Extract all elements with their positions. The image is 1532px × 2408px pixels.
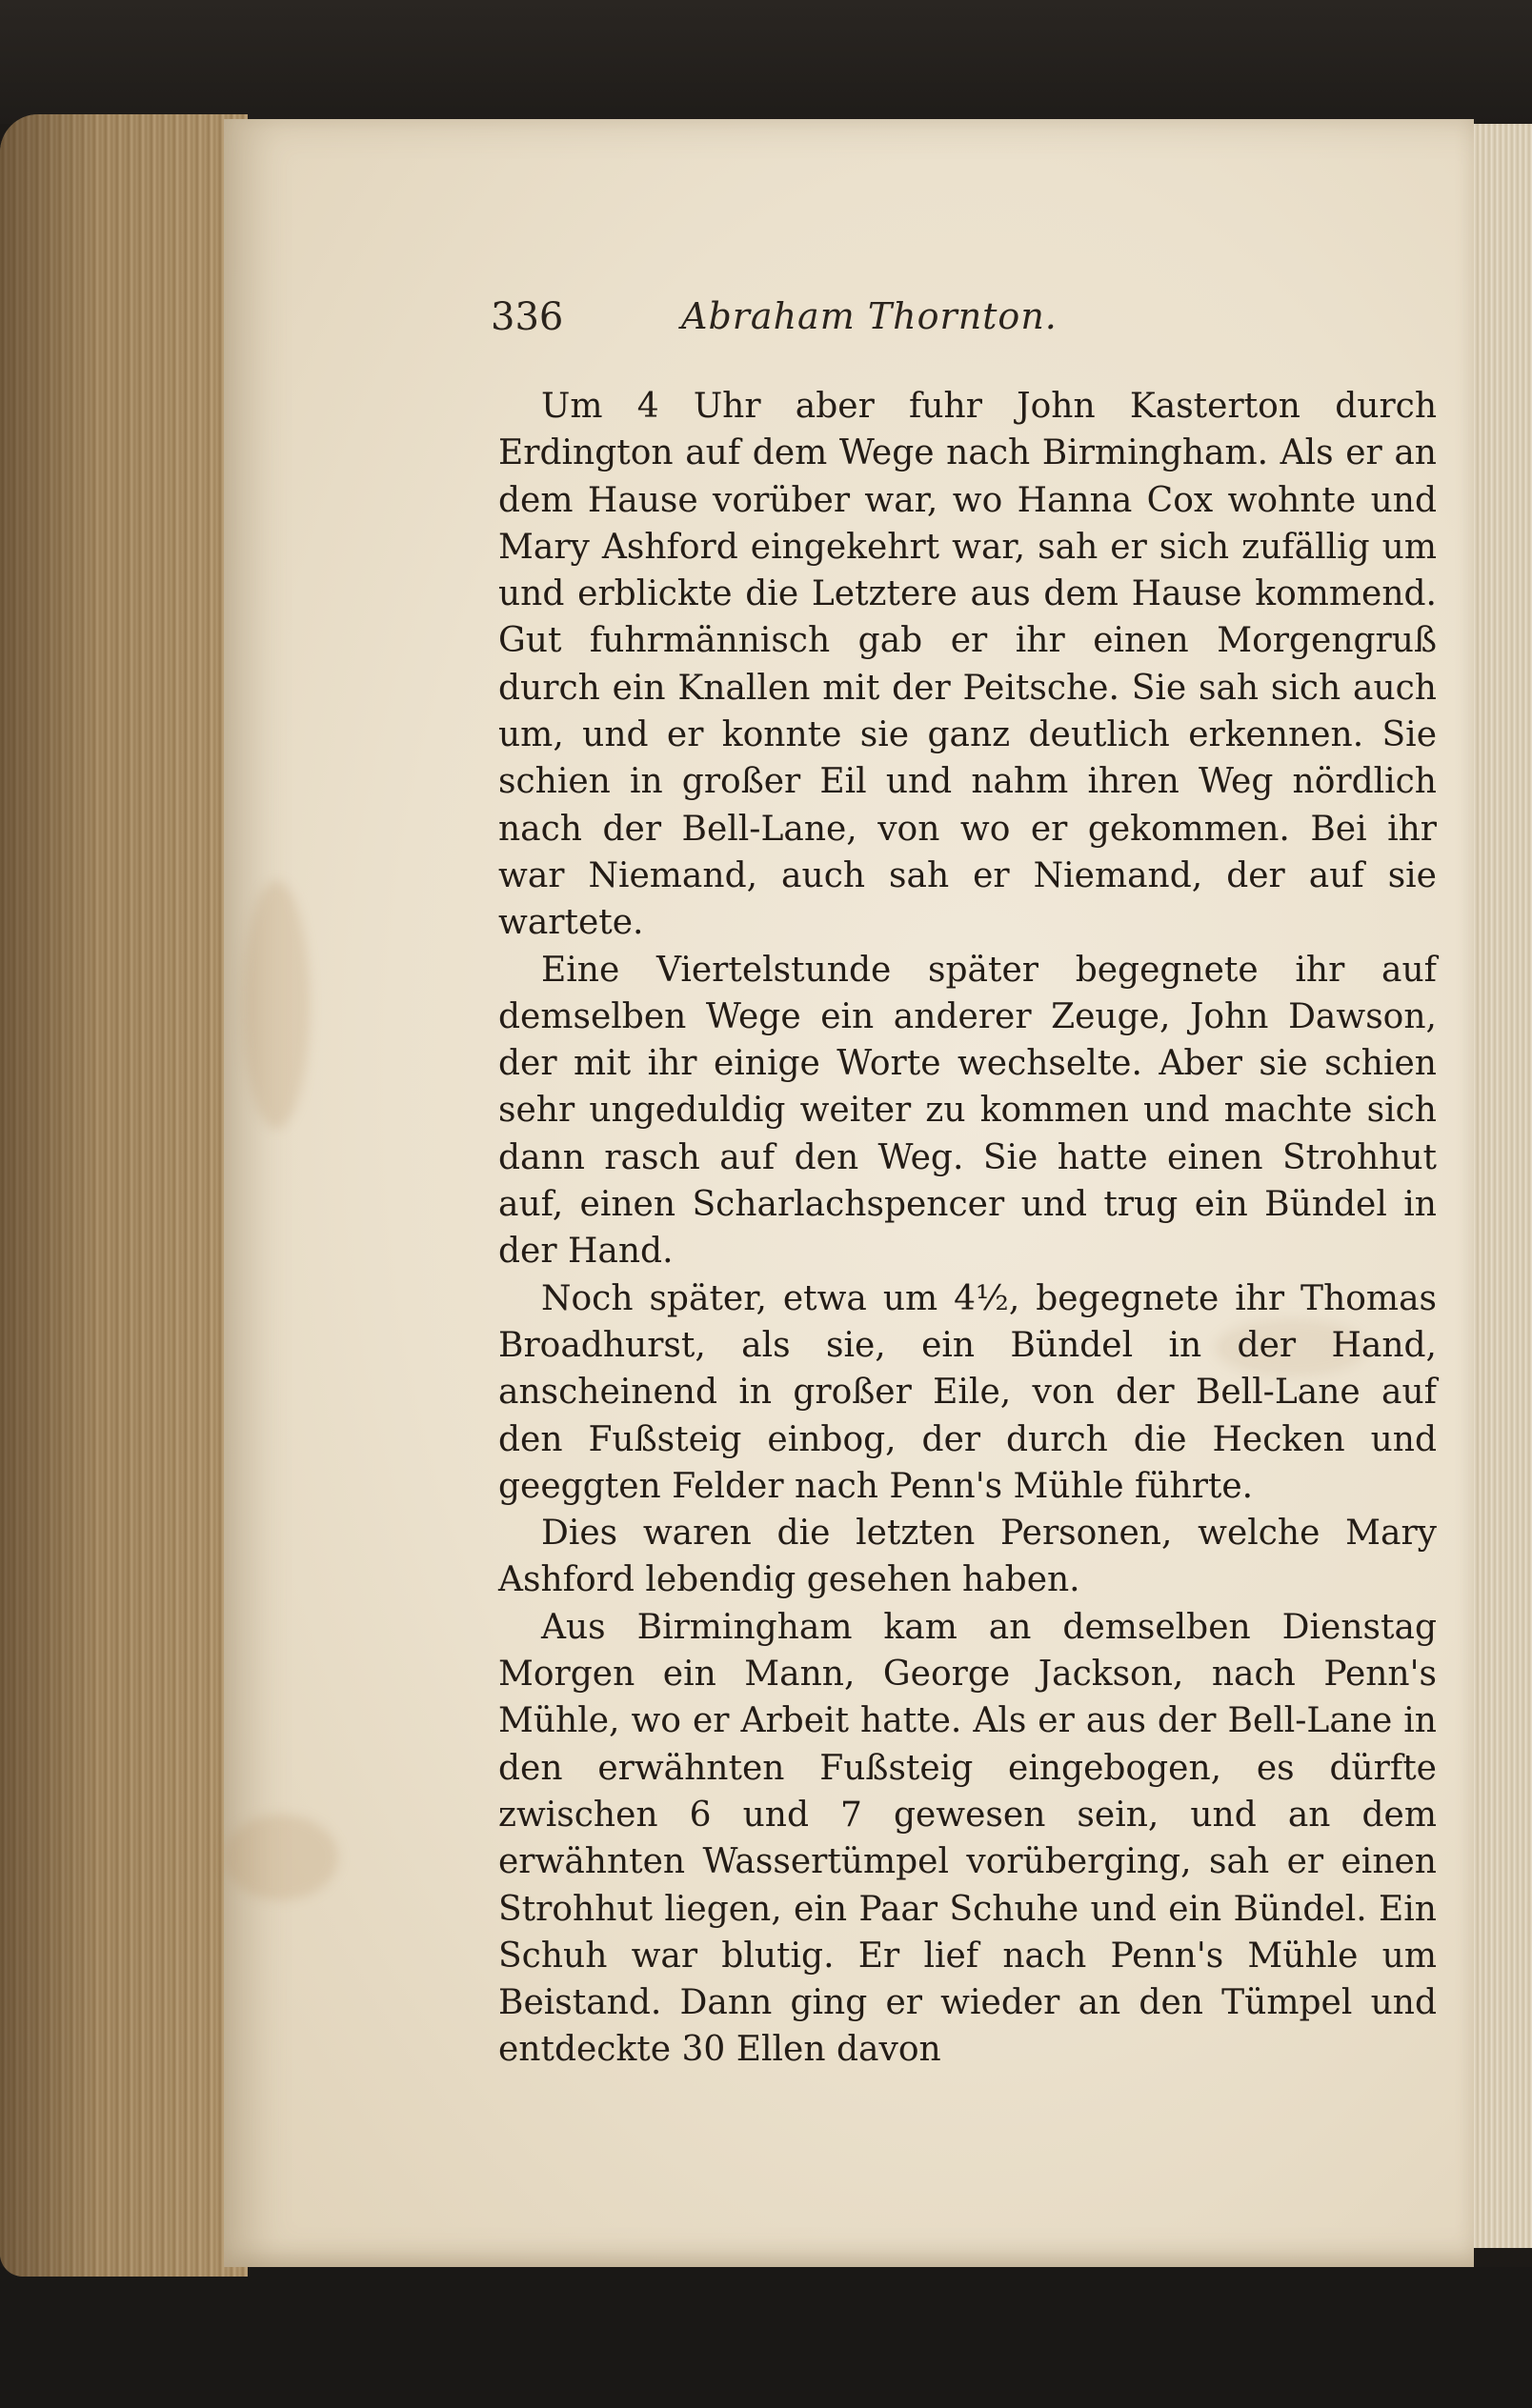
paragraph: Dies waren die letzten Personen, welche Mary Ashford lebendig gesehen haben. [498, 1514, 1437, 1600]
paragraph: Eine Viertelstunde später begegnete ihr auf demselben Wege ein anderer Zeuge, John Dawson, der mit ihr einige Worte wechselte. Aber sie schien sehr ungeduldig weiter zu kommen und machte sich dann rasch auf den Weg. Sie hatte einen Strohhut auf, einen Scharlachspencer und trug ein Bündel in der Hand. [498, 950, 1437, 1272]
book-page-edges [0, 114, 248, 2277]
page-stain [243, 881, 310, 1129]
page-number: 336 [491, 295, 564, 339]
paragraph: Um 4 Uhr aber fuhr John Kasterton durch Erdington auf dem Wege nach Birmingham. Als er an dem Hause vorüber war, wo Hanna Cox wohnte und Mary Ashford eingekehrt war, sah er sich zufällig um und erblickte die Letztere aus dem Hause kommend. Gut fuhrmännisch gab er ihr einen Morgengruß durch ein Knallen mit der Peitsche. Sie sah sich auch um, und er konnte sie ganz deutlich erkennen. Sie schien in großer Eil und nahm ihren Weg nördlich nach der Bell-Lane, von wo er gekommen. Bei ihr war Niemand, auch sah er Niemand, der auf sie wartete. [498, 387, 1437, 943]
paragraph: Aus Birmingham kam an demselben Dienstag Morgen ein Mann, George Jackson, nach Penn's Mühle, wo er Arbeit hatte. Als er aus der Bell-Lane in den erwähnten Fußsteig eingebogen, es dürfte zwischen 6 und 7 gewesen sein, und an dem erwähnten Wassertümpel vorüberging, sah er einen Strohhut liegen, ein Paar Schuhe und ein Bündel. Ein Schuh war blutig. Er lief nach Penn's Mühle um Beistand. Dann ging er wieder an den Tümpel und entdeckte 30 Ellen davon [498, 1607, 1437, 2070]
page-header [491, 295, 1119, 352]
backdrop-top [0, 0, 1532, 124]
running-title: Abraham Thornton. [681, 295, 1058, 337]
paragraph: Noch später, etwa um 4½, begegnete ihr Thomas Broadhurst, als sie, ein Bündel in der Hand, anscheinend in großer Eile, von der Bell-Lane auf den Fußsteig einbog, der durch die Hecken und geeggten Felder nach Penn's Mühle führte. [498, 1278, 1437, 1506]
body-text [498, 383, 1437, 2074]
page-stain [224, 1815, 338, 1900]
backdrop-bottom [0, 2267, 1532, 2408]
